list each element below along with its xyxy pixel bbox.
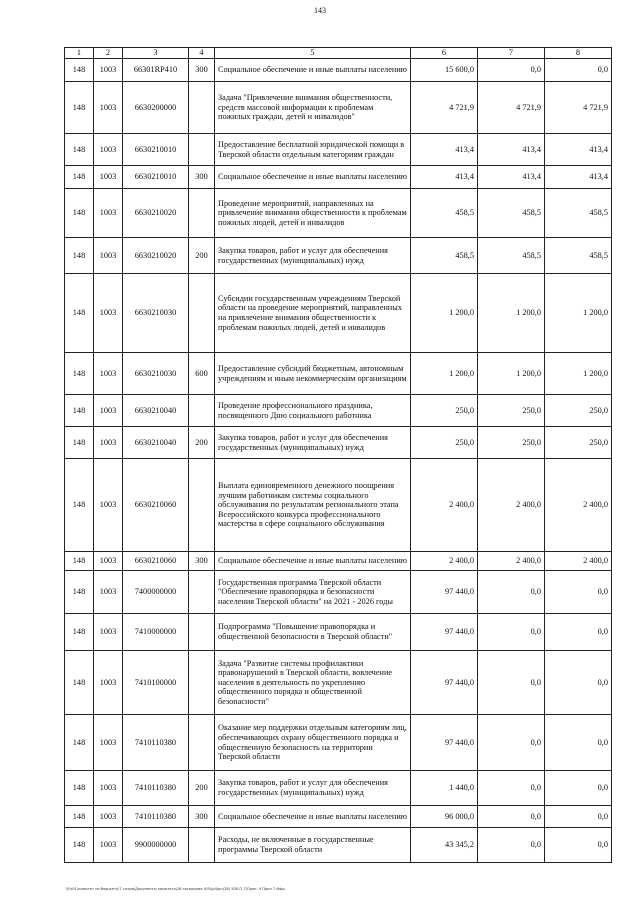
row-chapter-code: 148 <box>65 427 94 459</box>
row-amount-year-1: 458,5 <box>411 189 478 238</box>
row-description: Предоставление субсидий бюджетным, автономным учреждениям и иным некоммерческим организациям <box>215 353 411 395</box>
header-col-5: 5 <box>215 48 411 59</box>
header-col-1: 1 <box>65 48 94 59</box>
row-amount-year-2: 0,0 <box>478 828 545 863</box>
row-target-code: 6630210020 <box>123 189 189 238</box>
row-amount-year-1: 413,4 <box>411 166 478 189</box>
row-amount-year-3: 4 721,9 <box>545 82 612 134</box>
table-row <box>65 353 612 395</box>
row-amount-year-3: 250,0 <box>545 395 612 427</box>
row-amount-year-2: 250,0 <box>478 395 545 427</box>
row-section-code: 1003 <box>94 459 123 552</box>
header-col-7: 7 <box>478 48 545 59</box>
row-chapter-code: 148 <box>65 134 94 166</box>
row-description: Подпрограмма "Повышение правопорядка и общественной безопасности в Тверской области" <box>215 614 411 651</box>
row-amount-year-1: 1 200,0 <box>411 274 478 353</box>
row-amount-year-1: 96 000,0 <box>411 806 478 828</box>
row-expense-type <box>189 82 215 134</box>
row-amount-year-3: 0,0 <box>545 806 612 828</box>
row-chapter-code: 148 <box>65 238 94 274</box>
row-expense-type <box>189 134 215 166</box>
row-description: Оказание мер поддержки отдельным категориям лиц, обеспечивающих охрану общественного порядка и общественную безопасность на территории Тверской области <box>215 715 411 771</box>
row-target-code: 6630210060 <box>123 552 189 571</box>
row-description: Проведение профессионального праздника, посвященного Дню социального работника <box>215 395 411 427</box>
row-amount-year-3: 250,0 <box>545 427 612 459</box>
row-amount-year-2: 0,0 <box>478 715 545 771</box>
row-description: Проведение мероприятий, направленных на привлечение внимания общественности к проблемам пожилых людей, детей и инвалидов <box>215 189 411 238</box>
row-target-code: 6630210030 <box>123 353 189 395</box>
row-chapter-code: 148 <box>65 274 94 353</box>
row-description: Предоставление бесплатной юридической помощи в Тверской области отдельным категориям граждан <box>215 134 411 166</box>
row-description: Социальное обеспечение и иные выплаты населению <box>215 59 411 82</box>
row-chapter-code: 148 <box>65 771 94 806</box>
row-chapter-code: 148 <box>65 552 94 571</box>
table-row <box>65 552 612 571</box>
row-chapter-code: 148 <box>65 59 94 82</box>
row-section-code: 1003 <box>94 166 123 189</box>
row-section-code: 1003 <box>94 427 123 459</box>
row-amount-year-3: 0,0 <box>545 571 612 614</box>
header-col-2: 2 <box>94 48 123 59</box>
row-section-code: 1003 <box>94 614 123 651</box>
row-description: Закупка товаров, работ и услуг для обеспечения государственных (муниципальных) нужд <box>215 238 411 274</box>
row-target-code: 9900000000 <box>123 828 189 863</box>
row-description: Расходы, не включенные в государственные программы Тверской области <box>215 828 411 863</box>
table-row <box>65 571 612 614</box>
row-target-code: 7410000000 <box>123 614 189 651</box>
row-amount-year-2: 413,4 <box>478 134 545 166</box>
row-description: Закупка товаров, работ и услуг для обеспечения государственных (муниципальных) нужд <box>215 427 411 459</box>
header-col-4: 4 <box>189 48 215 59</box>
row-expense-type: 200 <box>189 427 215 459</box>
row-amount-year-2: 0,0 <box>478 59 545 82</box>
row-expense-type <box>189 614 215 651</box>
row-target-code: 7410110380 <box>123 771 189 806</box>
row-section-code: 1003 <box>94 571 123 614</box>
row-chapter-code: 148 <box>65 614 94 651</box>
row-expense-type: 200 <box>189 771 215 806</box>
row-section-code: 1003 <box>94 395 123 427</box>
row-amount-year-1: 250,0 <box>411 395 478 427</box>
row-target-code: 6630210060 <box>123 459 189 552</box>
row-expense-type <box>189 189 215 238</box>
row-chapter-code: 148 <box>65 806 94 828</box>
row-amount-year-1: 250,0 <box>411 427 478 459</box>
table-row <box>65 771 612 806</box>
row-amount-year-2: 0,0 <box>478 571 545 614</box>
row-amount-year-2: 0,0 <box>478 806 545 828</box>
row-target-code: 66301RP410 <box>123 59 189 82</box>
row-expense-type <box>189 459 215 552</box>
row-expense-type: 200 <box>189 238 215 274</box>
page-number: 143 <box>314 6 326 15</box>
table-row <box>65 427 612 459</box>
row-amount-year-3: 0,0 <box>545 828 612 863</box>
row-chapter-code: 148 <box>65 651 94 715</box>
row-amount-year-3: 2 400,0 <box>545 552 612 571</box>
row-amount-year-2: 2 400,0 <box>478 552 545 571</box>
row-target-code: 6630210030 <box>123 274 189 353</box>
row-amount-year-1: 2 400,0 <box>411 459 478 552</box>
row-description: Задача "Развитие системы профилактики правонарушений в Тверской области, вовлечение населения в деятельность по укреплению общественного порядка и общественной безопасности" <box>215 651 411 715</box>
row-amount-year-1: 97 440,0 <box>411 571 478 614</box>
row-expense-type <box>189 571 215 614</box>
row-amount-year-3: 1 200,0 <box>545 274 612 353</box>
row-amount-year-3: 0,0 <box>545 771 612 806</box>
row-amount-year-3: 413,4 <box>545 166 612 189</box>
header-col-8: 8 <box>545 48 612 59</box>
row-amount-year-1: 97 440,0 <box>411 715 478 771</box>
row-target-code: 7410110380 <box>123 715 189 771</box>
row-section-code: 1003 <box>94 771 123 806</box>
row-amount-year-3: 0,0 <box>545 715 612 771</box>
row-target-code: 6630210040 <box>123 395 189 427</box>
row-chapter-code: 148 <box>65 189 94 238</box>
row-expense-type: 300 <box>189 552 215 571</box>
row-amount-year-2: 458,5 <box>478 238 545 274</box>
row-amount-year-3: 2 400,0 <box>545 459 612 552</box>
table-row <box>65 651 612 715</box>
table-row <box>65 82 612 134</box>
row-amount-year-1: 413,4 <box>411 134 478 166</box>
row-target-code: 6630210010 <box>123 134 189 166</box>
file-path-footer: \\Fs01\комитет по бюджету\7 созыв\Документы комитета\28 заседание (09)\р4\рн(28) 508-П-7\Прил. 4 Прил 7 Ифд. <box>66 887 286 891</box>
row-amount-year-1: 97 440,0 <box>411 651 478 715</box>
row-section-code: 1003 <box>94 552 123 571</box>
row-amount-year-2: 250,0 <box>478 427 545 459</box>
row-amount-year-1: 97 440,0 <box>411 614 478 651</box>
row-section-code: 1003 <box>94 238 123 274</box>
row-chapter-code: 148 <box>65 828 94 863</box>
row-amount-year-1: 4 721,9 <box>411 82 478 134</box>
row-expense-type: 600 <box>189 353 215 395</box>
row-description: Выплата единовременного денежного поощрения лучшим работникам системы социального обслуживания по результатам регионального этапа Всероссийского конкурса профессионального мастерства в сфере социального обслуживания <box>215 459 411 552</box>
row-description: Закупка товаров, работ и услуг для обеспечения государственных (муниципальных) нужд <box>215 771 411 806</box>
table-row <box>65 614 612 651</box>
row-description: Социальное обеспечение и иные выплаты населению <box>215 552 411 571</box>
row-description: Задача "Привлечение внимания общественности, средств массовой информации к проблемам пожилых граждан, детей и инвалидов" <box>215 82 411 134</box>
row-target-code: 6630210010 <box>123 166 189 189</box>
row-chapter-code: 148 <box>65 715 94 771</box>
row-section-code: 1003 <box>94 806 123 828</box>
row-amount-year-1: 1 200,0 <box>411 353 478 395</box>
table-row <box>65 806 612 828</box>
row-chapter-code: 148 <box>65 459 94 552</box>
row-expense-type: 300 <box>189 806 215 828</box>
row-expense-type <box>189 274 215 353</box>
row-target-code: 7410100000 <box>123 651 189 715</box>
table-row <box>65 134 612 166</box>
table-row <box>65 828 612 863</box>
row-section-code: 1003 <box>94 134 123 166</box>
table-row <box>65 459 612 552</box>
budget-table <box>64 47 612 863</box>
row-amount-year-2: 1 200,0 <box>478 274 545 353</box>
row-amount-year-3: 0,0 <box>545 651 612 715</box>
row-section-code: 1003 <box>94 274 123 353</box>
table-row <box>65 189 612 238</box>
table-row <box>65 274 612 353</box>
row-section-code: 1003 <box>94 82 123 134</box>
row-amount-year-3: 0,0 <box>545 614 612 651</box>
row-amount-year-3: 458,5 <box>545 238 612 274</box>
table-row <box>65 395 612 427</box>
row-description: Государственная программа Тверской области "Обеспечение правопорядка и безопасности населения Тверской области" на 2021 - 2026 годы <box>215 571 411 614</box>
row-amount-year-1: 15 600,0 <box>411 59 478 82</box>
row-target-code: 6630210020 <box>123 238 189 274</box>
row-section-code: 1003 <box>94 715 123 771</box>
row-amount-year-2: 1 200,0 <box>478 353 545 395</box>
row-amount-year-3: 413,4 <box>545 134 612 166</box>
row-chapter-code: 148 <box>65 353 94 395</box>
row-section-code: 1003 <box>94 353 123 395</box>
table-row <box>65 166 612 189</box>
row-expense-type <box>189 828 215 863</box>
row-amount-year-1: 1 440,0 <box>411 771 478 806</box>
row-section-code: 1003 <box>94 189 123 238</box>
row-amount-year-3: 0,0 <box>545 59 612 82</box>
header-row <box>65 48 612 59</box>
row-amount-year-1: 458,5 <box>411 238 478 274</box>
row-description: Социальное обеспечение и иные выплаты населению <box>215 806 411 828</box>
header-col-6: 6 <box>411 48 478 59</box>
row-chapter-code: 148 <box>65 82 94 134</box>
row-amount-year-2: 413,4 <box>478 166 545 189</box>
row-section-code: 1003 <box>94 59 123 82</box>
table-row <box>65 238 612 274</box>
table-row <box>65 715 612 771</box>
row-chapter-code: 148 <box>65 166 94 189</box>
row-description: Субсидии государственным учреждениям Тверской области на проведение мероприятий, направленных на привлечение внимания общественности к проблемам пожилых людей, детей и инвалидов <box>215 274 411 353</box>
row-chapter-code: 148 <box>65 395 94 427</box>
row-expense-type <box>189 715 215 771</box>
row-amount-year-2: 0,0 <box>478 614 545 651</box>
row-amount-year-2: 0,0 <box>478 771 545 806</box>
row-amount-year-2: 2 400,0 <box>478 459 545 552</box>
row-amount-year-1: 2 400,0 <box>411 552 478 571</box>
row-expense-type <box>189 395 215 427</box>
row-target-code: 6630210040 <box>123 427 189 459</box>
row-expense-type: 300 <box>189 166 215 189</box>
row-section-code: 1003 <box>94 651 123 715</box>
row-amount-year-2: 4 721,9 <box>478 82 545 134</box>
row-amount-year-1: 43 345,2 <box>411 828 478 863</box>
row-description: Социальное обеспечение и иные выплаты населению <box>215 166 411 189</box>
row-expense-type: 300 <box>189 59 215 82</box>
row-section-code: 1003 <box>94 828 123 863</box>
row-amount-year-3: 458,5 <box>545 189 612 238</box>
row-chapter-code: 148 <box>65 571 94 614</box>
row-expense-type <box>189 651 215 715</box>
table-row <box>65 59 612 82</box>
row-amount-year-2: 458,5 <box>478 189 545 238</box>
row-amount-year-2: 0,0 <box>478 651 545 715</box>
row-target-code: 7400000000 <box>123 571 189 614</box>
row-target-code: 7410110380 <box>123 806 189 828</box>
row-target-code: 6630200000 <box>123 82 189 134</box>
header-col-3: 3 <box>123 48 189 59</box>
row-amount-year-3: 1 200,0 <box>545 353 612 395</box>
